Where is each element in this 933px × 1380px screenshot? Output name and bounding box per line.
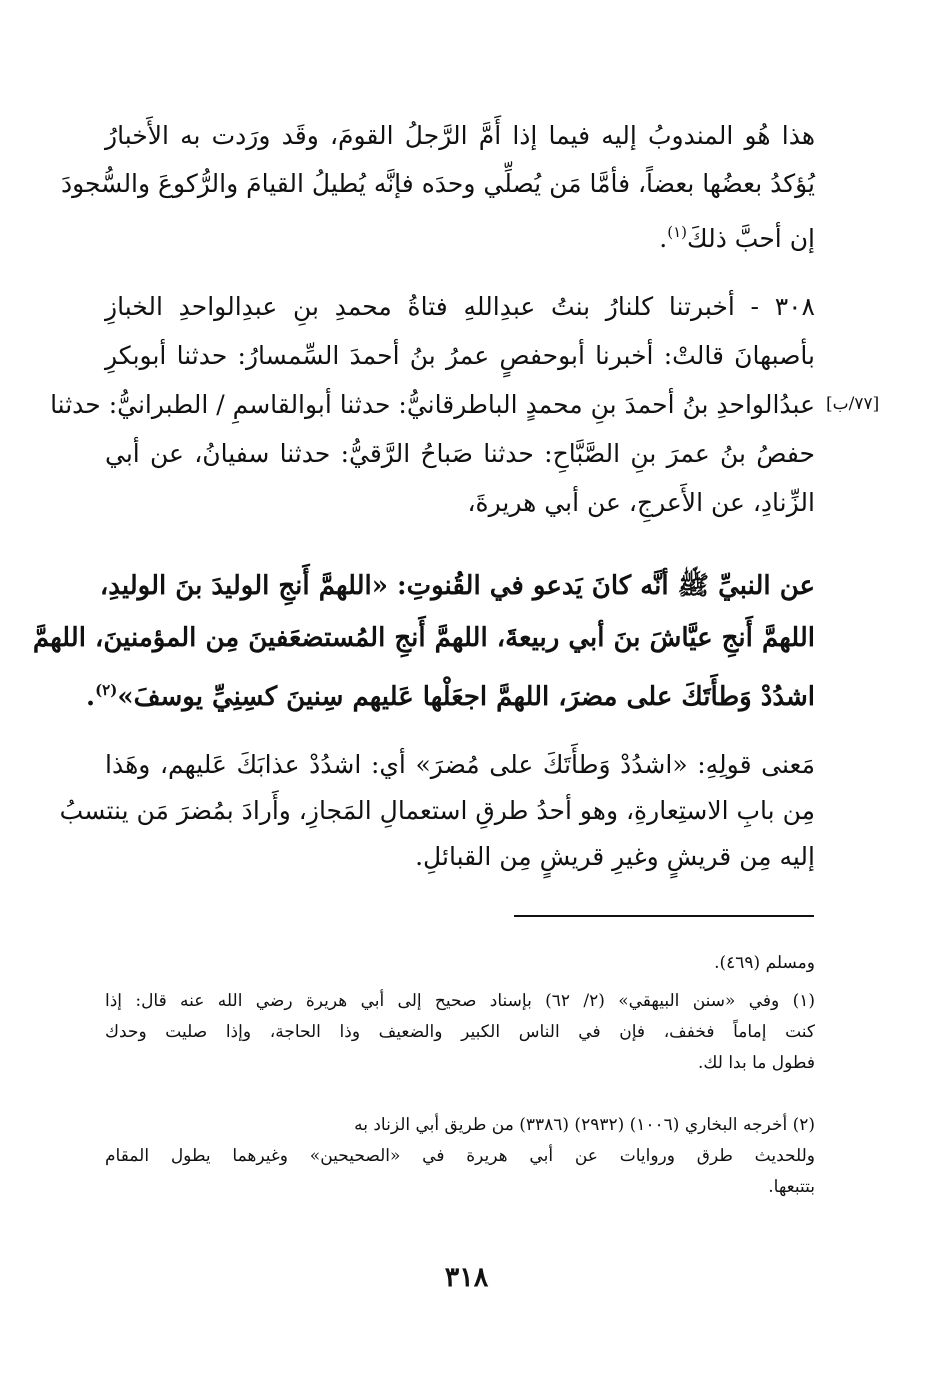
footnote-ref-1: (١) [667, 223, 688, 241]
footnote-line: بتتبعها. [768, 1177, 815, 1197]
text-line: ٣٠٨ - أخبرتنا كلنارُ بنتُ عبدِاللهِ فتاةُ محمدِ بنِ عبدِالواحدِ الخبازِ [105, 292, 815, 321]
footnote-line: فطول ما بدا لك. [698, 1053, 815, 1073]
footnote-ref-2: (٢) [95, 681, 118, 699]
text-line: مِن بابِ الاستِعارةِ، وهو أحدُ طرقِ استعمالِ المَجازِ، وأَرادَ بمُضرَ مَن ينتسبُ [59, 796, 815, 825]
footnote-1 [105, 986, 815, 1079]
footnote-line: (١) وفي «سنن البيهقي» (٢/ ٦٢) بإسناد صحيح إلى أبي هريرة رضي الله عنه قال: إذا [105, 991, 815, 1011]
page-number: ٣١٨ [444, 1262, 489, 1293]
footnote-continuation [105, 948, 815, 979]
text-line: اللهمَّ أَنجِ عيَّاشَ بنَ أبي ربيعةَ، اللهمَّ أَنجِ المُستضعَفينَ مِن المؤمنينَ، اللهمَّ [32, 623, 815, 653]
paragraph-commentary [59, 742, 815, 880]
text-line: بأصبهانَ قالتْ: أخبرنا أبوحفصٍ عمرُ بنُ أحمدَ السِّمسارُ: حدثنا أبوبكرِ [105, 341, 815, 370]
text-line: الزِّنادِ، عن الأَعرجِ، عن أبي هريرةَ، [467, 488, 815, 517]
text-line: اشدُدْ وَطأَتَكَ على مضرَ، اللهمَّ اجعَلْها عَليهم سِنينَ كسِنِيِّ يوسفَ»$^{(٢)}$. [86, 681, 815, 712]
text-line: عن النبيِّ ﷺ أنَّه كانَ يَدعو في القُنوتِ: «اللهمَّ أَنجِ الوليدَ بنَ الوليدِ، [99, 571, 815, 601]
footnote-separator [514, 915, 814, 917]
footnote-line: ومسلم (٤٦٩). [714, 953, 815, 973]
text-line: مَعنى قولِهِ: «اشدُدْ وَطأَتَكَ على مُضرَ» أي: اشدُدْ عذابَكَ عَليهم، وهَذا [105, 750, 815, 779]
manuscript-folio-note: [٧٧/ب] [826, 394, 880, 414]
text-line: يُؤكدُ بعضُها بعضاً، فأمَّا مَن يُصلِّي وحدَه فإنَّه يُطيلُ القيامَ والرُّكوعَ والسُّجودَ [60, 169, 815, 198]
text-line-content: إن أحبَّ ذلكَ [687, 224, 815, 253]
paragraph-hadith-chain [50, 282, 815, 527]
text-line: هذا هُو المندوبُ إليه فيما إذا أَمَّ الرَّجلُ القومَ، وقَد ورَدت به الأَخبارُ [105, 121, 815, 150]
text-line: حفصُ بنُ عمرَ بنِ الصَّبَّاحِ: حدثنا صَباحُ الرَّقيُّ: حدثنا سفيانُ، عن أبي [105, 439, 815, 468]
text-line: إن أحبَّ ذلكَ$^{(١)}$. [659, 223, 815, 253]
footnote-line: كنت إماماً فخفف، فإن في الناس الكبير والضعيف وذا الحاجة، وإذا صليت وحدك [105, 1022, 815, 1042]
paragraph-1 [60, 112, 815, 263]
footnote-line: (٢) أخرجه البخاري (١٠٠٦) (٢٩٣٢) (٣٣٨٦) من طريق أبي الزناد به [354, 1115, 815, 1135]
text-line-content: اشدُدْ وَطأَتَكَ على مضرَ، اللهمَّ اجعَلْها عَليهم سِنينَ كسِنِيِّ يوسفَ» [117, 682, 815, 712]
text-line: إليه مِن قريشٍ وغيرِ قريشٍ مِن القبائلِ. [415, 842, 815, 871]
footnote-2 [105, 1110, 815, 1203]
footnote-line: وللحديث طرق وروايات عن أبي هريرة في «الصحيحين» وغيرهما يطول المقام [105, 1146, 815, 1166]
paragraph-hadith-text [32, 560, 815, 723]
text-line: عبدُالواحدِ بنُ أحمدَ بنِ محمدٍ الباطرقانيُّ: حدثنا أبوالقاسمِ / الطبرانيُّ: حدثنا [50, 390, 815, 419]
